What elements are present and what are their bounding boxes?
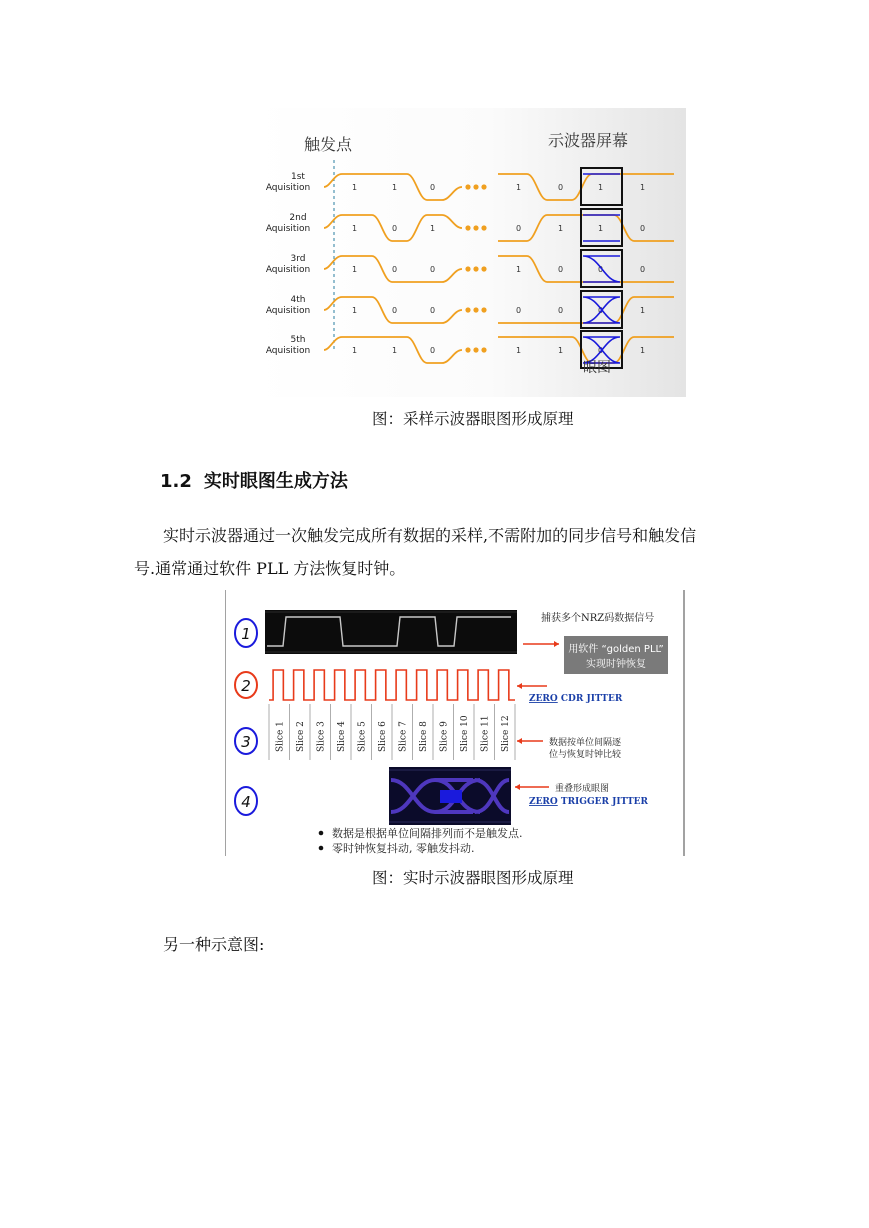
left-bit-label: 0 <box>430 265 436 274</box>
section-heading <box>160 467 348 493</box>
left-bit-label: 1 <box>430 224 436 233</box>
svg-text:4: 4 <box>241 793 251 811</box>
ellipsis-dot <box>481 225 486 230</box>
right-bit-label: 0 <box>516 224 522 233</box>
ellipsis-dot <box>465 184 470 189</box>
golden-pll-line2: 实现时钟恢复 <box>586 659 646 670</box>
left-bit-label: 1 <box>352 183 358 192</box>
slice-label: Slice 8 <box>418 721 429 752</box>
figure2-caption: 图：实时示波器眼图形成原理 <box>372 869 574 887</box>
ellipsis-dot <box>473 307 478 312</box>
slice-label: Slice 4 <box>336 721 347 752</box>
golden-pll-line1: 用软件 “golden PLL” <box>568 644 664 655</box>
ellipsis-dot <box>473 347 478 352</box>
slice-label: Slice 11 <box>480 715 491 752</box>
left-bit-label: 0 <box>392 306 398 315</box>
accumulated-eye-trace <box>583 297 620 323</box>
left-bit-label: 1 <box>352 265 358 274</box>
left-bit-label: 1 <box>392 346 398 355</box>
ellipsis-dot <box>473 184 478 189</box>
acquisition-label-line2: Aquisition <box>265 183 311 193</box>
right-waveform <box>498 256 674 282</box>
slice-label: Slice 6 <box>377 721 388 752</box>
overlay-label: 重叠形成眼图 <box>555 784 610 794</box>
acquisition-row <box>266 250 674 287</box>
slice-note-line2: 位与恢复时钟比较 <box>549 750 622 760</box>
ellipsis-dot <box>481 307 486 312</box>
right-bit-label: 0 <box>516 306 522 315</box>
ellipsis-dot <box>473 266 478 271</box>
zero-trigger-jitter-label: ZERO TRIGGER JITTER <box>529 797 648 807</box>
slice-label: Slice 5 <box>357 721 368 752</box>
acquisition-row <box>266 168 674 205</box>
capture-label: 捕获多个NRZ码数据信号 <box>541 613 655 624</box>
right-bit-label: 0 <box>640 265 646 274</box>
acquisition-label-line1: 5th <box>290 335 306 345</box>
ellipsis-dot <box>465 266 470 271</box>
acquisition-row <box>266 331 674 368</box>
recovered-clock-trace <box>269 670 515 700</box>
section-title: 实时眼图生成方法 <box>203 471 348 492</box>
closing-line: 另一种示意图: <box>163 935 265 954</box>
right-bit-label: 0 <box>598 346 604 355</box>
left-bit-label: 1 <box>352 346 358 355</box>
slice-label: Slice 2 <box>295 721 306 752</box>
paragraph-line-2: 号.通常通过软件 PLL 方法恢复时钟。 <box>134 559 406 578</box>
right-bit-label: 0 <box>598 265 604 274</box>
ellipsis-dot <box>465 307 470 312</box>
acquisition-label-line2: Aquisition <box>265 224 311 234</box>
acquisition-label-line1: 3rd <box>290 254 306 264</box>
acquisition-label-line2: Aquisition <box>265 346 311 356</box>
right-bit-label: 1 <box>640 183 646 192</box>
left-bit-label: 0 <box>430 183 436 192</box>
step-3-marker <box>235 728 257 754</box>
bullet-2: 零时钟恢复抖动, 零触发抖动. <box>332 842 475 855</box>
realtime-eye-diagram-figure <box>225 590 685 856</box>
left-bit-label: 1 <box>392 183 398 192</box>
slice-label: Slice 3 <box>316 721 327 752</box>
sampling-eye-diagram-figure <box>252 108 686 397</box>
right-bit-label: 0 <box>558 183 564 192</box>
left-bit-label: 0 <box>430 306 436 315</box>
svg-text:3: 3 <box>241 733 251 751</box>
right-bit-label: 1 <box>516 183 522 192</box>
svg-text:2: 2 <box>241 677 251 695</box>
right-bit-label: 1 <box>598 183 604 192</box>
acquisition-row <box>266 209 674 246</box>
paragraph-line-1: 实时示波器通过一次触发完成所有数据的采样,不需附加的同步信号和触发信 <box>163 526 697 545</box>
left-bit-label: 0 <box>392 224 398 233</box>
sampling-eye-diagram-svg <box>252 108 686 397</box>
acquisition-row <box>266 291 674 328</box>
right-bit-label: 1 <box>640 346 646 355</box>
ellipsis-dot <box>465 347 470 352</box>
step-4-marker <box>235 787 257 815</box>
right-bit-label: 1 <box>558 346 564 355</box>
figure1-caption: 图：采样示波器眼图形成原理 <box>372 410 574 428</box>
slice-label: Slice 7 <box>398 721 409 752</box>
svg-text:1: 1 <box>241 625 251 643</box>
realtime-eye-diagram-svg <box>225 590 685 856</box>
right-bit-label: 0 <box>558 265 564 274</box>
eye-diagram-label: 眼图 <box>583 360 611 376</box>
right-waveform <box>498 297 674 323</box>
trigger-point-label: 触发点 <box>304 135 353 154</box>
right-waveform <box>498 174 674 200</box>
slice-label: Slice 1 <box>275 721 286 752</box>
right-bit-label: 1 <box>516 346 522 355</box>
slice-label: Slice 12 <box>500 715 511 752</box>
bullet-1: 数据是根据单位间隔排列而不是触发点. <box>332 827 523 840</box>
left-bit-label: 0 <box>392 265 398 274</box>
ellipsis-dot <box>473 225 478 230</box>
zero-cdr-jitter-label: ZERO CDR JITTER <box>529 694 623 704</box>
ellipsis-dot <box>481 347 486 352</box>
right-bit-label: 0 <box>598 306 604 315</box>
acquisition-label-line1: 2nd <box>289 213 307 223</box>
acquisition-label-line1: 4th <box>290 295 306 305</box>
acquisition-label-line2: Aquisition <box>265 265 311 275</box>
right-bit-label: 1 <box>598 224 604 233</box>
left-bit-label: 1 <box>352 224 358 233</box>
acquisition-label-line2: Aquisition <box>265 306 311 316</box>
ellipsis-dot <box>465 225 470 230</box>
ellipsis-dot <box>481 266 486 271</box>
right-bit-label: 0 <box>640 224 646 233</box>
left-bit-label: 0 <box>430 346 436 355</box>
slice-label: Slice 10 <box>459 715 470 752</box>
accumulated-eye-trace <box>583 256 620 282</box>
right-waveform <box>498 215 674 241</box>
right-bit-label: 1 <box>516 265 522 274</box>
slice-note-line1: 数据按单位间隔逐 <box>549 738 622 748</box>
right-bit-label: 1 <box>640 306 646 315</box>
right-bit-label: 0 <box>558 306 564 315</box>
slice-label: Slice 9 <box>439 721 450 752</box>
right-bit-label: 1 <box>558 224 564 233</box>
step-2-marker <box>235 672 257 698</box>
eye-opening-mask <box>440 790 462 803</box>
ellipsis-dot <box>481 184 486 189</box>
left-bit-label: 1 <box>352 306 358 315</box>
acquisition-label-line1: 1st <box>291 172 305 182</box>
section-number: 1.2 <box>160 471 192 492</box>
step-1-marker <box>235 619 257 647</box>
scope-screen-label: 示波器屏幕 <box>548 131 629 150</box>
